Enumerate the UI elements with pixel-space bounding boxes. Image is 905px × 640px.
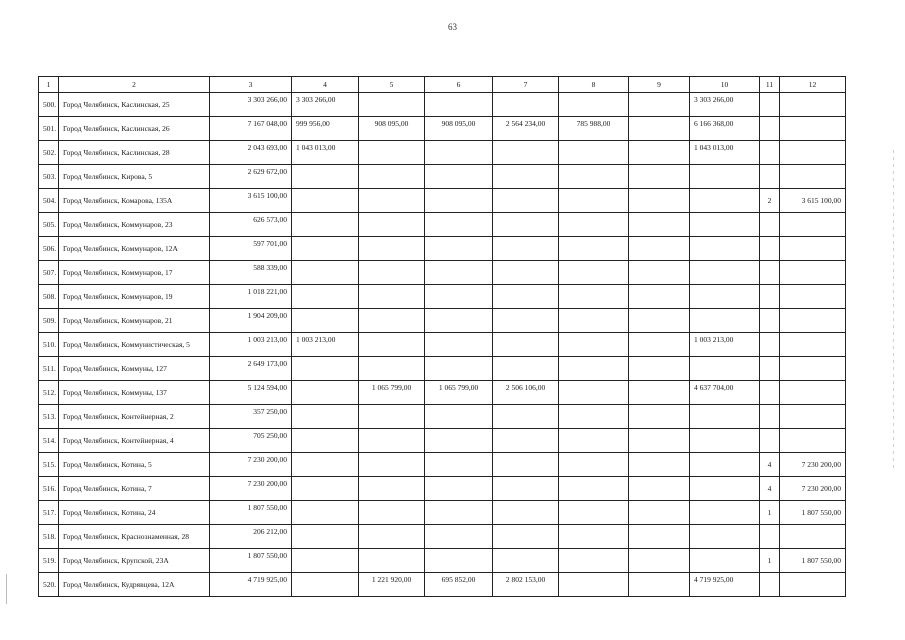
col11-cell [760,261,780,285]
col6-cell [425,189,493,213]
table-row [39,381,846,405]
col6-cell [425,501,493,525]
col8-cell [559,573,629,597]
row-number: 502. [39,141,59,165]
col9-cell [629,525,690,549]
col10-cell [690,165,760,189]
col6-cell [425,429,493,453]
col6-cell [425,357,493,381]
col4-cell [292,477,359,501]
col10-cell: 3 303 266,00 [690,93,760,117]
col5-cell [359,357,425,381]
col3-cell: 357 250,00 [210,405,292,429]
row-number: 518. [39,525,59,549]
page-number: 63 [448,22,457,32]
col7-cell [493,549,559,573]
column-header: 1 [39,77,59,93]
address-cell: Город Челябинск, Коммунаров, 12А [59,237,210,261]
col6-cell [425,453,493,477]
row-number: 507. [39,261,59,285]
col11-cell: 1 [760,501,780,525]
header-row [39,77,846,93]
address-cell: Город Челябинск, Коммунистическая, 5 [59,333,210,357]
table-row [39,189,846,213]
col6-cell [425,285,493,309]
row-number: 505. [39,213,59,237]
col3-cell: 2 043 693,00 [210,141,292,165]
col7-cell [493,357,559,381]
col7-cell: 2 506 106,00 [493,381,559,405]
address-cell: Город Челябинск, Краснознаменная, 28 [59,525,210,549]
table-row [39,285,846,309]
address-cell: Город Челябинск, Контейнерная, 4 [59,429,210,453]
row-number: 519. [39,549,59,573]
col11-cell [760,429,780,453]
col10-cell: 1 043 013,00 [690,141,760,165]
table-row [39,213,846,237]
col10-cell [690,525,760,549]
col8-cell [559,189,629,213]
table-row [39,357,846,381]
address-cell: Город Челябинск, Каслинская, 25 [59,93,210,117]
column-header: 10 [690,77,760,93]
col7-cell [493,525,559,549]
column-header: 9 [629,77,690,93]
col9-cell [629,261,690,285]
table-row [39,477,846,501]
col9-cell [629,381,690,405]
col9-cell [629,117,690,141]
col6-cell [425,477,493,501]
col11-cell [760,237,780,261]
row-number: 514. [39,429,59,453]
col12-cell [780,357,846,381]
col3-cell: 1 807 550,00 [210,501,292,525]
row-number: 509. [39,309,59,333]
col6-cell: 695 852,00 [425,573,493,597]
col5-cell [359,549,425,573]
address-cell: Город Челябинск, Котина, 24 [59,501,210,525]
col7-cell [493,213,559,237]
col7-cell: 2 802 153,00 [493,573,559,597]
column-header: 5 [359,77,425,93]
column-header: 11 [760,77,780,93]
col5-cell [359,333,425,357]
row-number: 517. [39,501,59,525]
col8-cell [559,285,629,309]
col5-cell [359,261,425,285]
col9-cell [629,357,690,381]
col4-cell [292,573,359,597]
col10-cell [690,189,760,213]
col9-cell [629,213,690,237]
col4-cell [292,213,359,237]
col12-cell: 7 230 200,00 [780,453,846,477]
col7-cell [493,477,559,501]
col10-cell [690,501,760,525]
col11-cell: 2 [760,189,780,213]
col10-cell: 1 003 213,00 [690,333,760,357]
row-number: 510. [39,333,59,357]
col5-cell [359,165,425,189]
address-cell: Город Челябинск, Кудрявцева, 12А [59,573,210,597]
col3-cell: 7 167 048,00 [210,117,292,141]
row-number: 520. [39,573,59,597]
col4-cell [292,381,359,405]
col7-cell [493,93,559,117]
col9-cell [629,453,690,477]
table-row [39,549,846,573]
col4-cell [292,309,359,333]
col12-cell: 1 807 550,00 [780,501,846,525]
col7-cell [493,501,559,525]
row-number: 511. [39,357,59,381]
col6-cell: 908 095,00 [425,117,493,141]
row-number: 512. [39,381,59,405]
table-row [39,525,846,549]
col12-cell [780,405,846,429]
col9-cell [629,165,690,189]
address-cell: Город Челябинск, Котина, 7 [59,477,210,501]
col3-cell: 705 250,00 [210,429,292,453]
col9-cell [629,549,690,573]
address-cell: Город Челябинск, Кирова, 5 [59,165,210,189]
column-header: 8 [559,77,629,93]
col10-cell: 4 637 704,00 [690,381,760,405]
col8-cell [559,525,629,549]
col4-cell: 999 956,00 [292,117,359,141]
row-number: 515. [39,453,59,477]
col8-cell [559,549,629,573]
col4-cell [292,189,359,213]
col11-cell [760,309,780,333]
col5-cell [359,405,425,429]
col9-cell [629,309,690,333]
col11-cell [760,573,780,597]
col7-cell [493,333,559,357]
col12-cell: 3 615 100,00 [780,189,846,213]
col8-cell: 785 988,00 [559,117,629,141]
address-cell: Город Челябинск, Коммуны, 137 [59,381,210,405]
col5-cell [359,525,425,549]
col6-cell [425,141,493,165]
col5-cell [359,213,425,237]
col11-cell [760,381,780,405]
col4-cell [292,165,359,189]
col3-cell: 1 003 213,00 [210,333,292,357]
col5-cell [359,429,425,453]
col10-cell [690,261,760,285]
address-cell: Город Челябинск, Котина, 5 [59,453,210,477]
col7-cell [493,429,559,453]
col6-cell [425,237,493,261]
col8-cell [559,501,629,525]
col8-cell [559,93,629,117]
col7-cell: 2 564 234,00 [493,117,559,141]
col3-cell: 3 303 266,00 [210,93,292,117]
col4-cell [292,357,359,381]
col3-cell: 4 719 925,00 [210,573,292,597]
col4-cell: 1 003 213,00 [292,333,359,357]
col10-cell [690,285,760,309]
table-row [39,501,846,525]
table-row [39,141,846,165]
col6-cell [425,405,493,429]
col7-cell [493,453,559,477]
col6-cell [425,213,493,237]
table-row [39,261,846,285]
col9-cell [629,405,690,429]
col5-cell [359,453,425,477]
col3-cell: 2 649 173,00 [210,357,292,381]
col8-cell [559,309,629,333]
col8-cell [559,261,629,285]
row-number: 501. [39,117,59,141]
column-header: 3 [210,77,292,93]
col7-cell [493,165,559,189]
column-header: 2 [59,77,210,93]
col4-cell [292,501,359,525]
col5-cell: 1 065 799,00 [359,381,425,405]
col12-cell [780,285,846,309]
col9-cell [629,477,690,501]
col6-cell: 1 065 799,00 [425,381,493,405]
address-cell: Город Челябинск, Коммунаров, 23 [59,213,210,237]
col4-cell [292,405,359,429]
scan-artifact-left [6,574,7,604]
row-number: 513. [39,405,59,429]
table-row [39,405,846,429]
col5-cell: 1 221 920,00 [359,573,425,597]
table-row [39,333,846,357]
col10-cell [690,549,760,573]
col3-cell: 7 230 200,00 [210,453,292,477]
col3-cell: 3 615 100,00 [210,189,292,213]
col12-cell [780,525,846,549]
address-cell: Город Челябинск, Коммунаров, 21 [59,309,210,333]
col4-cell: 1 043 013,00 [292,141,359,165]
col11-cell [760,93,780,117]
address-cell: Город Челябинск, Каслинская, 26 [59,117,210,141]
col8-cell [559,237,629,261]
col11-cell: 1 [760,549,780,573]
col11-cell [760,141,780,165]
col12-cell [780,141,846,165]
col12-cell [780,381,846,405]
col12-cell [780,213,846,237]
col4-cell [292,453,359,477]
table-body [39,93,846,597]
row-number: 500. [39,93,59,117]
col11-cell [760,285,780,309]
col8-cell [559,405,629,429]
address-cell: Город Челябинск, Коммунаров, 19 [59,285,210,309]
col5-cell [359,189,425,213]
row-number: 508. [39,285,59,309]
col10-cell [690,405,760,429]
row-number: 506. [39,237,59,261]
register-table [38,76,846,597]
col5-cell [359,141,425,165]
col12-cell [780,261,846,285]
col12-cell: 7 230 200,00 [780,477,846,501]
column-header: 12 [780,77,846,93]
col11-cell: 4 [760,477,780,501]
col10-cell [690,213,760,237]
col10-cell [690,309,760,333]
table-row [39,237,846,261]
col12-cell: 1 807 550,00 [780,549,846,573]
col6-cell [425,525,493,549]
col6-cell [425,333,493,357]
col5-cell [359,501,425,525]
col10-cell [690,477,760,501]
col6-cell [425,93,493,117]
address-cell: Город Челябинск, Контейнерная, 2 [59,405,210,429]
scan-artifact-right [893,150,894,470]
col9-cell [629,333,690,357]
col8-cell [559,165,629,189]
col11-cell [760,117,780,141]
col6-cell [425,549,493,573]
col4-cell [292,261,359,285]
col8-cell [559,429,629,453]
col3-cell: 626 573,00 [210,213,292,237]
col4-cell: 3 303 266,00 [292,93,359,117]
table-row [39,573,846,597]
col3-cell: 206 212,00 [210,525,292,549]
col9-cell [629,501,690,525]
col4-cell [292,525,359,549]
col5-cell [359,237,425,261]
row-number: 504. [39,189,59,213]
col12-cell [780,573,846,597]
address-cell: Город Челябинск, Крупской, 23А [59,549,210,573]
col12-cell [780,165,846,189]
column-header: 6 [425,77,493,93]
col8-cell [559,453,629,477]
col10-cell [690,429,760,453]
col7-cell [493,309,559,333]
col8-cell [559,357,629,381]
col7-cell [493,285,559,309]
col4-cell [292,237,359,261]
col3-cell: 588 339,00 [210,261,292,285]
col9-cell [629,429,690,453]
col10-cell [690,453,760,477]
col3-cell: 597 701,00 [210,237,292,261]
table-row [39,165,846,189]
col3-cell: 5 124 594,00 [210,381,292,405]
col12-cell [780,309,846,333]
col9-cell [629,93,690,117]
col8-cell [559,381,629,405]
col6-cell [425,165,493,189]
table-row [39,93,846,117]
col4-cell [292,285,359,309]
address-cell: Город Челябинск, Каслинская, 28 [59,141,210,165]
row-number: 503. [39,165,59,189]
col9-cell [629,141,690,165]
col4-cell [292,429,359,453]
col9-cell [629,237,690,261]
col10-cell [690,357,760,381]
col3-cell: 1 807 550,00 [210,549,292,573]
col9-cell [629,285,690,309]
col9-cell [629,189,690,213]
col12-cell [780,93,846,117]
col3-cell: 7 230 200,00 [210,477,292,501]
col3-cell: 1 904 209,00 [210,309,292,333]
col12-cell [780,237,846,261]
col12-cell [780,333,846,357]
col7-cell [493,189,559,213]
col12-cell [780,429,846,453]
col9-cell [629,573,690,597]
col7-cell [493,237,559,261]
col11-cell [760,357,780,381]
table-row [39,117,846,141]
address-cell: Город Челябинск, Коммунаров, 17 [59,261,210,285]
col7-cell [493,141,559,165]
col5-cell [359,477,425,501]
col3-cell: 1 018 221,00 [210,285,292,309]
row-number: 516. [39,477,59,501]
col5-cell [359,285,425,309]
col12-cell [780,117,846,141]
col10-cell [690,237,760,261]
col11-cell [760,165,780,189]
col7-cell [493,405,559,429]
col5-cell: 908 095,00 [359,117,425,141]
col7-cell [493,261,559,285]
col4-cell [292,549,359,573]
table-row [39,309,846,333]
col11-cell [760,333,780,357]
col5-cell [359,309,425,333]
col6-cell [425,309,493,333]
col6-cell [425,261,493,285]
col8-cell [559,141,629,165]
col11-cell [760,213,780,237]
col8-cell [559,213,629,237]
col3-cell: 2 629 672,00 [210,165,292,189]
col8-cell [559,477,629,501]
column-header: 7 [493,77,559,93]
table-row [39,429,846,453]
address-cell: Город Челябинск, Коммуны, 127 [59,357,210,381]
col10-cell: 4 719 925,00 [690,573,760,597]
col10-cell: 6 166 368,00 [690,117,760,141]
col8-cell [559,333,629,357]
col11-cell [760,405,780,429]
col5-cell [359,93,425,117]
table-row [39,453,846,477]
column-header: 4 [292,77,359,93]
col11-cell [760,525,780,549]
address-cell: Город Челябинск, Комарова, 135А [59,189,210,213]
col11-cell: 4 [760,453,780,477]
